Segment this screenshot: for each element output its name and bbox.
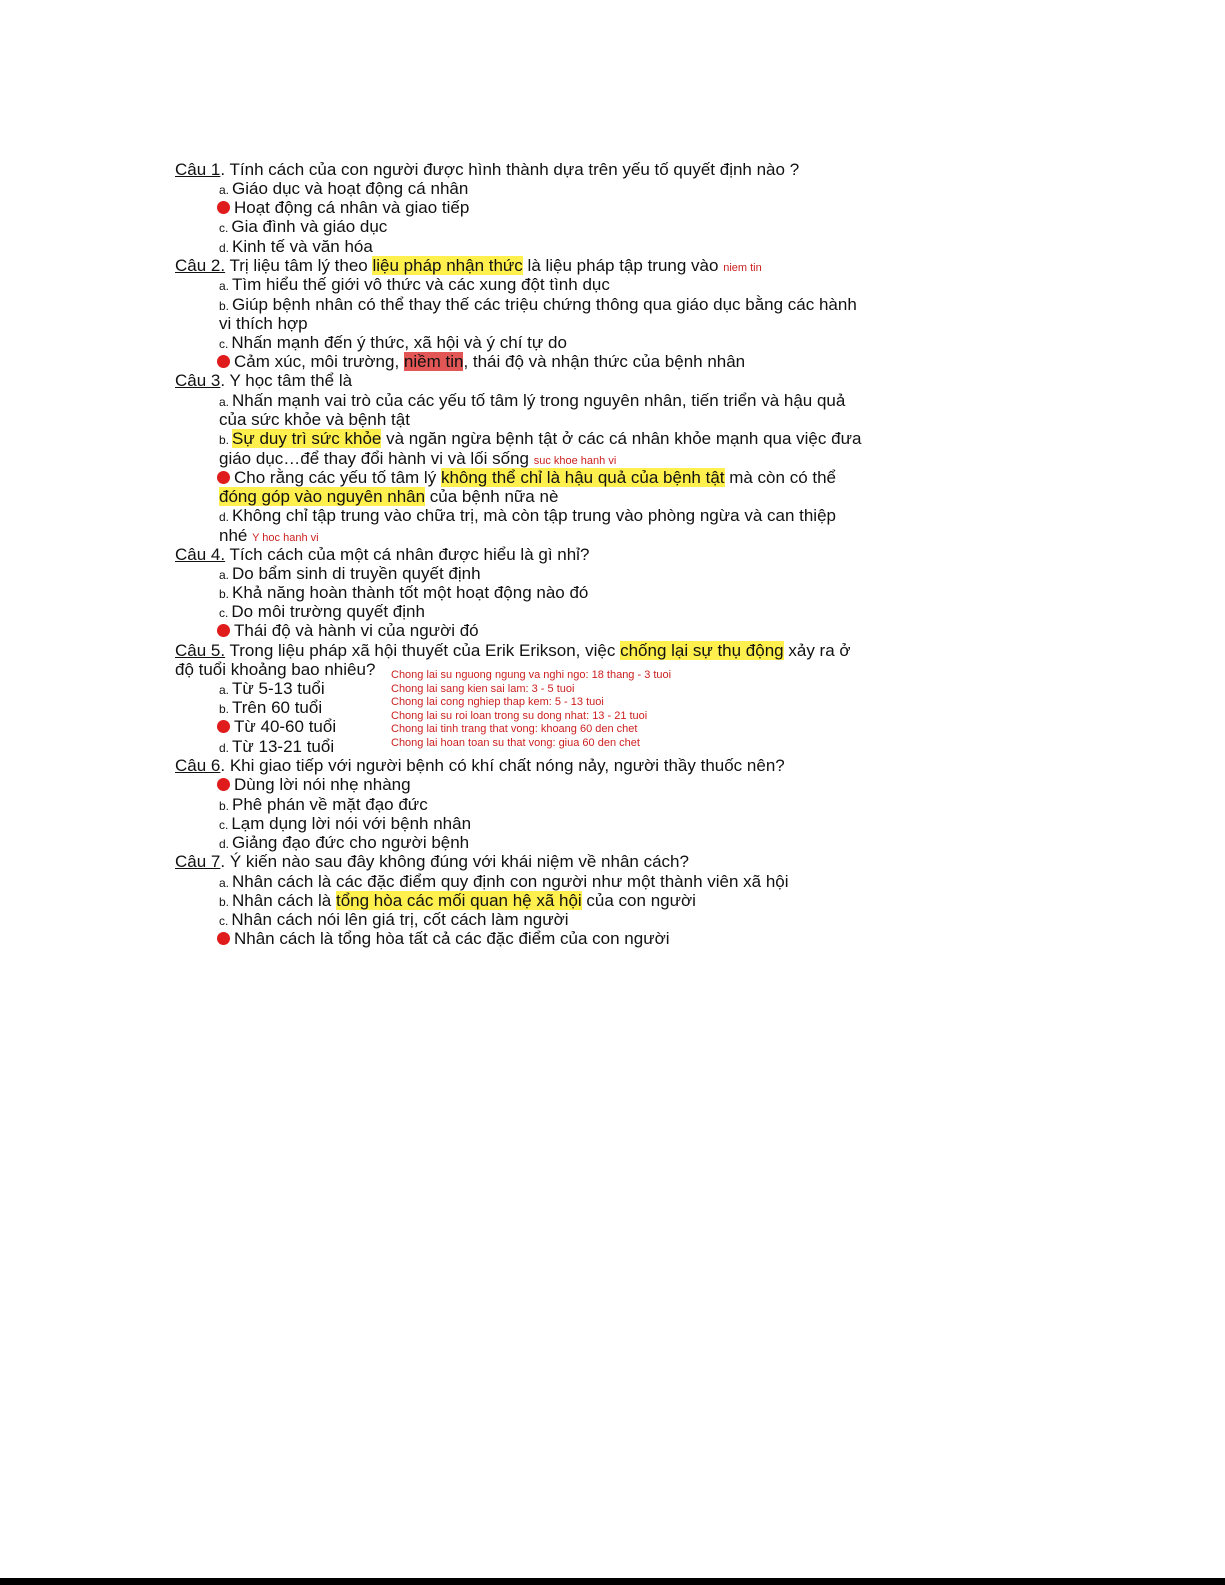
question-text: Trị liệu tâm lý theo xyxy=(225,256,373,275)
option-text: Lạm dụng lời nói với bệnh nhân xyxy=(231,814,472,833)
option-letter: b. xyxy=(219,587,230,601)
answer-dot-icon xyxy=(217,778,230,791)
option-5d xyxy=(219,737,334,758)
option-text: vi thích hợp xyxy=(219,314,308,333)
option-3a xyxy=(219,391,845,412)
option-text: Từ 40-60 tuổi xyxy=(234,717,337,736)
highlighted-text: niềm tin xyxy=(403,352,464,371)
option-1a xyxy=(219,179,468,200)
option-3d xyxy=(219,506,836,527)
option-text: Tìm hiểu thế giới vô thức và các xung đột tình dục xyxy=(232,275,610,294)
option-1d xyxy=(219,237,373,258)
option-5b xyxy=(219,698,322,719)
option-text: Giúp bệnh nhân có thể thay thế các triệu chứng thông qua giáo dục bằng các hành xyxy=(232,295,857,314)
option-6c xyxy=(219,814,471,835)
question-label: Câu 6 xyxy=(175,756,221,775)
question-7 xyxy=(175,852,689,872)
option-3b xyxy=(219,429,861,450)
option-letter: d. xyxy=(219,741,230,755)
option-letter: b. xyxy=(219,702,230,716)
question-5 xyxy=(175,641,851,661)
option-text: và ngăn ngừa bệnh tật ở các cá nhân khỏe mạnh qua việc đưa xyxy=(381,429,862,448)
question-text: . Khi giao tiếp với người bệnh có khí chất nóng nảy, người thầy thuốc nên? xyxy=(220,756,785,775)
answer-dot-icon xyxy=(217,201,230,214)
question-text: là liệu pháp tập trung vào xyxy=(522,256,719,275)
option-3a-continued xyxy=(219,410,410,430)
handwritten-note: Chong lai su nguong ngung va nghi ngo: 18 thang - 3 tuoi xyxy=(391,669,672,681)
option-letter: b. xyxy=(219,799,230,813)
option-text: Do môi trường quyết định xyxy=(231,602,425,621)
highlighted-text: liệu pháp nhận thức xyxy=(372,256,523,275)
handwritten-note: Chong lai hoan toan su that vong: giua 60 den chet xyxy=(391,736,640,749)
option-text: Gia đình và giáo dục xyxy=(231,217,388,236)
question-text: Tích cách của một cá nhân được hiểu là gì nhỉ? xyxy=(225,545,590,564)
option-letter: c. xyxy=(219,606,229,620)
answer-dot-icon xyxy=(217,471,230,484)
option-text: nhé xyxy=(219,526,248,545)
question-text: . Ý kiến nào sau đây không đúng với khái niệm về nhân cách? xyxy=(220,852,689,871)
option-6d xyxy=(219,833,469,854)
option-4c xyxy=(219,602,425,623)
question-4 xyxy=(175,545,589,565)
answer-dot-icon xyxy=(217,355,230,368)
handwritten-note: Chong lai cong nghiep thap kem: 5 - 13 tuoi xyxy=(391,696,604,708)
option-letter: a. xyxy=(219,568,230,582)
question-3 xyxy=(175,371,352,391)
option-text: Giáo dục và hoạt động cá nhân xyxy=(232,179,469,198)
option-4d-answer xyxy=(217,621,479,641)
option-text: của con người xyxy=(581,891,696,910)
option-text: giáo dục…để thay đổi hành vi và lối sống xyxy=(219,449,529,468)
option-text: Kinh tế và văn hóa xyxy=(232,237,373,256)
option-1b-answer xyxy=(217,198,469,218)
handwritten-note: Chong lai sang kien sai lam: 3 - 5 tuoi xyxy=(391,682,575,695)
option-letter: c. xyxy=(219,818,229,832)
option-text: Nhân cách là tổng hòa tất cả các đặc điểm của con người xyxy=(234,929,670,948)
bottom-border xyxy=(0,1578,1225,1585)
option-text: Thái độ và hành vi của người đó xyxy=(234,621,479,640)
question-text: độ tuổi khoảng bao nhiêu? xyxy=(175,660,376,679)
highlighted-text: Sự duy trì sức khỏe xyxy=(232,429,382,448)
option-text: Giảng đạo đức cho người bệnh xyxy=(232,833,470,852)
highlighted-text: đóng góp vào nguyên nhân xyxy=(219,487,426,506)
option-text: mà còn có thể xyxy=(724,468,837,487)
option-letter: b. xyxy=(219,895,230,909)
option-letter: b. xyxy=(219,433,230,447)
option-text: , thái độ và nhận thức của bệnh nhân xyxy=(463,352,746,371)
question-label: Câu 4. xyxy=(175,545,226,564)
option-2b xyxy=(219,295,857,316)
handwritten-note: Chong lai su roi loan trong su dong nhat: 13 - 21 tuoi xyxy=(391,709,648,722)
question-text: . Tính cách của con người được hình thành dựa trên yếu tố quyết định nào ? xyxy=(220,160,800,179)
option-4b xyxy=(219,583,588,604)
option-letter: c. xyxy=(219,337,229,351)
option-text: Khả năng hoàn thành tốt một hoạt động nào đó xyxy=(232,583,589,602)
option-letter: b. xyxy=(219,299,230,313)
option-text: Từ 5-13 tuổi xyxy=(232,679,325,698)
option-7d-answer xyxy=(217,929,670,949)
option-3c-answer xyxy=(217,468,836,488)
cropped-text-fragment xyxy=(233,950,683,954)
option-text: Dùng lời nói nhẹ nhàng xyxy=(234,775,411,794)
option-text: Không chỉ tập trung vào chữa trị, mà còn tập trung vào phòng ngừa và can thiệp xyxy=(232,506,836,525)
question-label: Câu 7 xyxy=(175,852,221,871)
option-2c xyxy=(219,333,567,354)
question-5-continued xyxy=(175,660,375,680)
option-letter: d. xyxy=(219,837,230,851)
option-letter: c. xyxy=(219,914,229,928)
option-6a-answer xyxy=(217,775,411,795)
option-4a xyxy=(219,564,481,585)
question-text: . Y học tâm thể là xyxy=(220,371,353,390)
option-5a xyxy=(219,679,325,700)
option-7b xyxy=(219,891,696,912)
question-1 xyxy=(175,160,799,180)
option-text: của bệnh nữa nè xyxy=(425,487,559,506)
option-text: Do bẩm sinh di truyền quyết định xyxy=(232,564,481,583)
question-6 xyxy=(175,756,785,776)
option-letter: a. xyxy=(219,183,230,197)
option-text: Nhấn mạnh đến ý thức, xã hội và ý chí tự do xyxy=(231,333,567,352)
option-2d-answer xyxy=(217,352,745,372)
highlighted-text: không thể chỉ là hậu quả của bệnh tật xyxy=(440,468,725,487)
answer-dot-icon xyxy=(217,932,230,945)
option-2b-continued xyxy=(219,314,308,334)
handwritten-note: Chong lai tinh trang that vong: khoang 60 den chet xyxy=(391,723,638,735)
option-5c-answer xyxy=(217,717,336,737)
option-2a xyxy=(219,275,610,296)
option-letter: d. xyxy=(219,510,230,524)
option-3c-continued xyxy=(219,487,558,507)
answer-dot-icon xyxy=(217,624,230,637)
option-6b xyxy=(219,795,428,816)
question-text: Trong liệu pháp xã hội thuyết của Erik Erikson, việc xyxy=(225,641,621,660)
option-letter: a. xyxy=(219,279,230,293)
answer-dot-icon xyxy=(217,720,230,733)
option-text: Cảm xúc, môi trường, xyxy=(234,352,404,371)
option-text: Nhấn mạnh vai trò của các yếu tố tâm lý trong nguyên nhân, tiến triển và hậu quả xyxy=(232,391,846,410)
option-text: Nhân cách là các đặc điểm quy định con người như một thành viên xã hội xyxy=(232,872,789,891)
option-letter: a. xyxy=(219,683,230,697)
highlighted-text: tổng hòa các mối quan hệ xã hội xyxy=(335,891,582,910)
question-label: Câu 3 xyxy=(175,371,221,390)
option-letter: c. xyxy=(219,221,229,235)
option-text: Phê phán về mặt đạo đức xyxy=(232,795,428,814)
handwritten-note: niem tin xyxy=(723,262,762,274)
question-label: Câu 1 xyxy=(175,160,221,179)
option-letter: a. xyxy=(219,876,230,890)
option-1c xyxy=(219,217,387,238)
handwritten-note: Y hoc hanh vi xyxy=(252,532,319,544)
handwritten-note: suc khoe hanh vi xyxy=(533,455,617,467)
option-text: Từ 13-21 tuổi xyxy=(232,737,335,756)
option-text: Cho rằng các yếu tố tâm lý xyxy=(234,468,441,487)
erikson-notes xyxy=(391,669,671,750)
question-label: Câu 2. xyxy=(175,256,226,275)
option-text: của sức khỏe và bệnh tật xyxy=(219,410,410,429)
option-text: Hoạt động cá nhân và giao tiếp xyxy=(234,198,470,217)
option-7a xyxy=(219,872,789,893)
option-text: Trên 60 tuổi xyxy=(232,698,323,717)
question-text: xảy ra ở xyxy=(783,641,851,660)
option-text: Nhân cách nói lên giá trị, cốt cách làm người xyxy=(231,910,569,929)
option-7c xyxy=(219,910,569,931)
option-letter: d. xyxy=(219,241,230,255)
option-letter: a. xyxy=(219,395,230,409)
question-label: Câu 5. xyxy=(175,641,226,660)
highlighted-text: chống lại sự thụ động xyxy=(620,641,784,660)
option-text: Nhân cách là xyxy=(232,891,336,910)
